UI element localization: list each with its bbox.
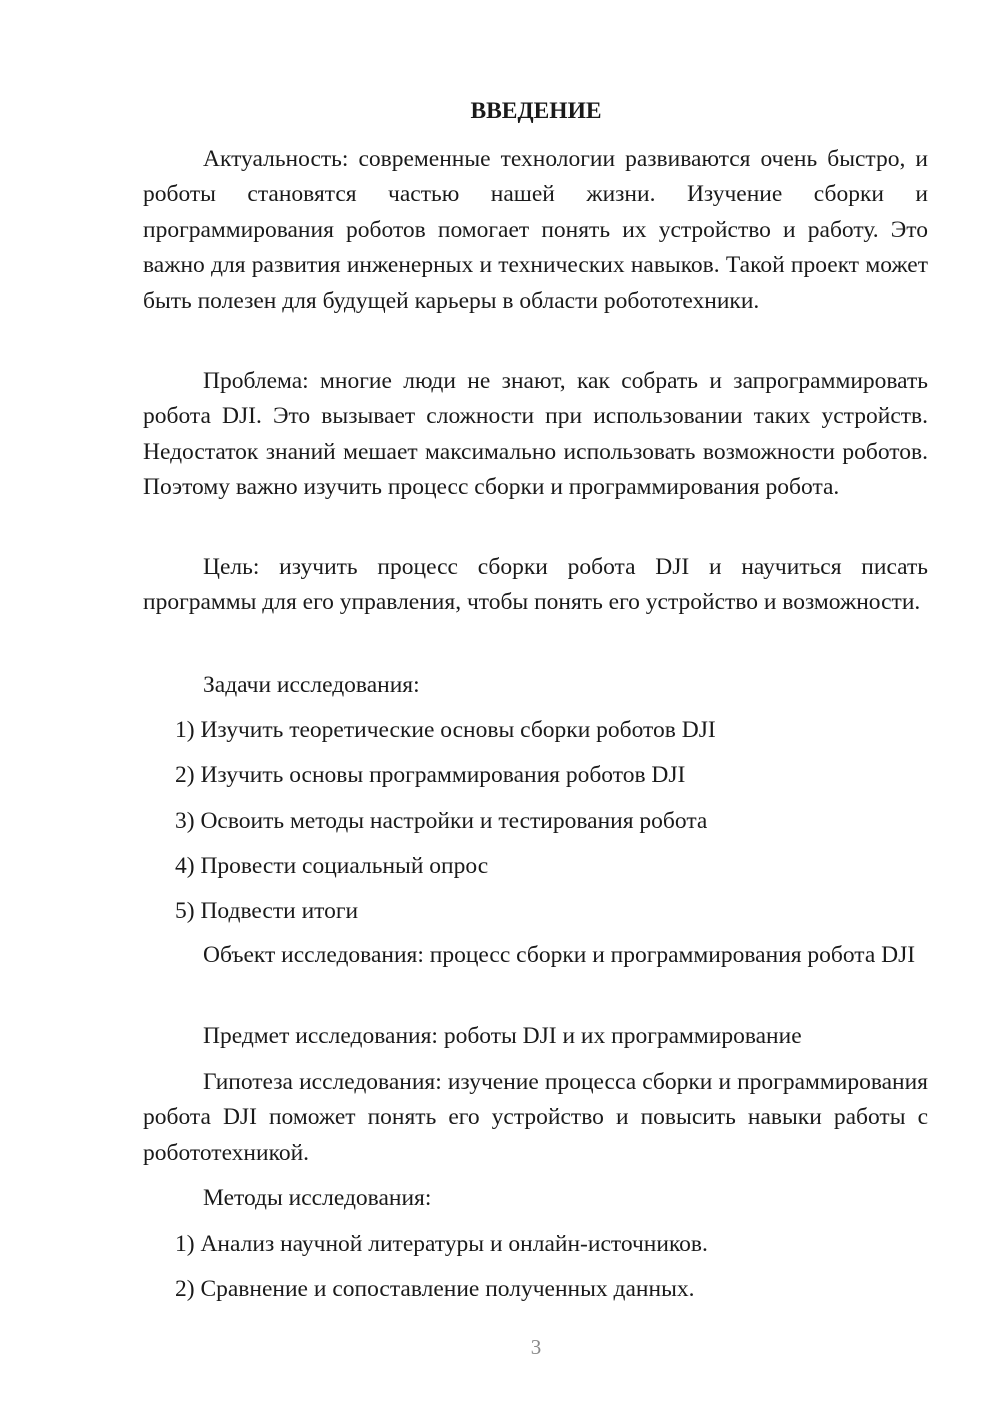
task-item: 3) Освоить методы настройки и тестирования робота bbox=[175, 808, 708, 834]
paragraph-hypothesis: Гипотеза исследования: изучение процесса сборки и программирования робота DJI поможет понять его устройство и повысить навыки работы с робототехникой. bbox=[143, 1069, 928, 1166]
paragraph-object: Объект исследования: процесс сборки и программирования робота DJI bbox=[203, 942, 916, 968]
task-item: 2) Изучить основы программирования роботов DJI bbox=[175, 762, 686, 788]
task-item: 4) Провести социальный опрос bbox=[175, 853, 489, 879]
tasks-heading: Задачи исследования: bbox=[203, 672, 420, 698]
section-title: ВВЕДЕНИЕ bbox=[470, 98, 602, 124]
method-item: 2) Сравнение и сопоставление полученных данных. bbox=[175, 1276, 695, 1302]
page-number: 3 bbox=[530, 1335, 542, 1359]
task-item: 5) Подвести итоги bbox=[175, 898, 359, 924]
paragraph-relevance: Актуальность: современные технологии развиваются очень быстро, и роботы становятся частью нашей жизни. Изучение сборки и программирования роботов помогает понять их устройство и работу. Это важно для развития инженерных и технических навыков. Такой проект может быть полезен для будущей карьеры в области робототехники. bbox=[143, 146, 928, 314]
paragraph-problem: Проблема: многие люди не знают, как собрать и запрограммировать робота DJI. Это вызывает сложности при использовании таких устройств. Недостаток знаний мешает максимально использовать возможности роботов. Поэтому важно изучить процесс сборки и программирования робота. bbox=[143, 368, 928, 501]
paragraph-goal: Цель: изучить процесс сборки робота DJI и научиться писать программы для его управления, чтобы понять его устройство и возможности. bbox=[143, 554, 928, 616]
method-item: 1) Анализ научной литературы и онлайн-источников. bbox=[175, 1231, 708, 1257]
task-item: 1) Изучить теоретические основы сборки роботов DJI bbox=[175, 717, 716, 743]
methods-heading: Методы исследования: bbox=[203, 1185, 432, 1211]
paragraph-subject: Предмет исследования: роботы DJI и их программирование bbox=[203, 1023, 802, 1049]
